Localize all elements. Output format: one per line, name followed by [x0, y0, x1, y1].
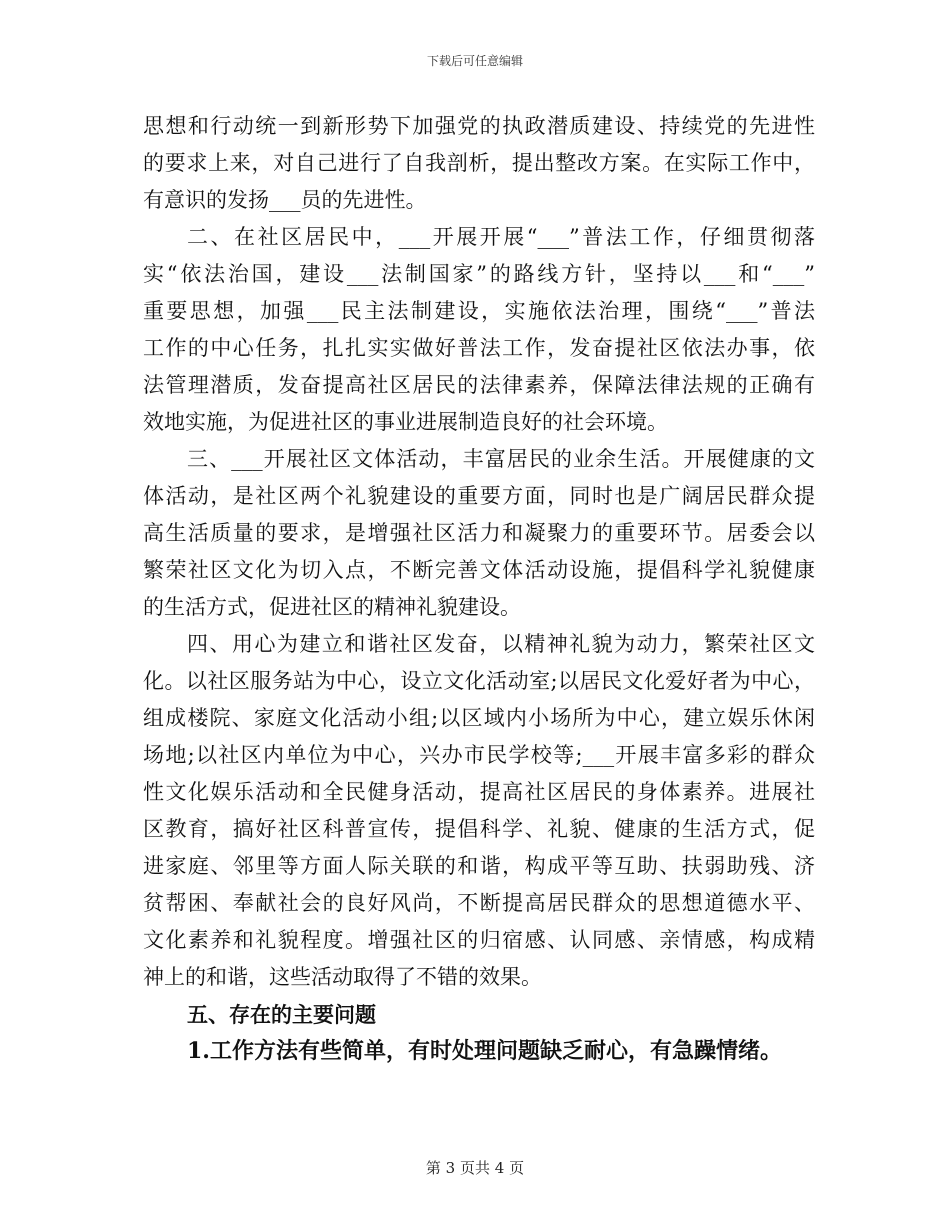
section-4-heading-line: 四、用心为建立和谐社区发奋，以精神礼貌为动力，繁荣社区文	[187, 632, 815, 656]
body-line: 神上的和谐，这些活动取得了不错的效果。	[143, 965, 542, 989]
body-line: 性文化娱乐活动和全民健身活动，提高社区居民的身体素养。进展社	[143, 780, 815, 804]
body-line: 化。以社区服务站为中心，设立文化活动室;以居民文化爱好者为中心，	[143, 669, 815, 693]
section-2-heading-line: 二、在社区居民中，___开展开展“___”普法工作，仔细贯彻落	[187, 225, 815, 249]
body-line: 繁荣社区文化为切入点，不断完善文体活动设施，提倡科学礼貌健康	[143, 558, 815, 582]
body-line: 高生活质量的要求，是增强社区活力和凝聚力的重要环节。居委会以	[143, 521, 815, 545]
body-line: 工作的中心任务，扎扎实实做好普法工作，发奋提社区依法办事，依	[143, 336, 815, 360]
body-line: 进家庭、邻里等方面人际关联的和谐，构成平等互助、扶弱助残、济	[143, 854, 815, 878]
problem-item-1: 1.工作方法有些简单，有时处理问题缺乏耐心，有急躁情绪。	[187, 1038, 782, 1064]
body-line: 法管理潜质，发奋提高社区居民的法律素养，保障法律法规的正确有	[143, 373, 815, 397]
body-line: 有意识的发扬___员的先进性。	[143, 188, 427, 212]
section-5-heading: 五、存在的主要问题	[187, 1002, 376, 1027]
page-footer: 第 3 页共 4 页	[425, 1159, 525, 1177]
body-line: 贫帮困、奉献社会的良好风尚，不断提高居民群众的思想道德水平、	[143, 891, 815, 915]
body-line: 区教育，搞好社区科普宣传，提倡科学、礼貌、健康的生活方式，促	[143, 817, 815, 841]
body-line: 组成楼院、家庭文化活动小组;以区域内小场所为中心，建立娱乐休闲	[143, 706, 815, 730]
body-line: 思想和行动统一到新形势下加强党的执政潜质建设、持续党的先进性	[143, 114, 815, 138]
body-line: 的生活方式，促进社区的精神礼貌建设。	[143, 595, 521, 619]
document-body	[143, 108, 815, 1070]
body-line: 重要思想，加强___民主法制建设，实施依法治理，围绕“___”普法	[143, 299, 815, 323]
page-header: 下载后可任意编辑	[426, 54, 523, 68]
body-line: 文化素养和礼貌程度。增强社区的归宿感、认同感、亲情感，构成精	[143, 928, 815, 952]
body-line: 场地;以社区内单位为中心，兴办市民学校等;___开展丰富多彩的群众	[143, 743, 815, 767]
section-3-heading-line: 三、___开展社区文体活动，丰富居民的业余生活。开展健康的文	[187, 447, 815, 471]
body-line: 体活动，是社区两个礼貌建设的重要方面，同时也是广阔居民群众提	[143, 484, 815, 508]
body-line: 的要求上来，对自己进行了自我剖析，提出整改方案。在实际工作中，	[143, 151, 815, 175]
body-line: 效地实施，为促进社区的事业进展制造良好的社会环境。	[143, 410, 668, 434]
body-line: 实“依法治国，建设___法制国家”的路线方针，坚持以___和“___”	[143, 262, 815, 286]
